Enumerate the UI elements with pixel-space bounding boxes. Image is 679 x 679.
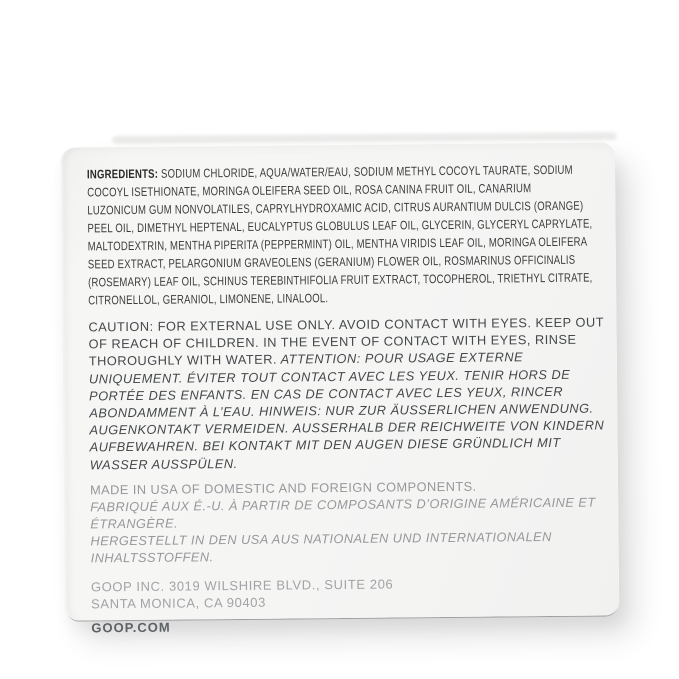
website-url: GOOP.COM (91, 619, 171, 636)
company-address (91, 573, 593, 613)
caution-french: ATTENTION: POUR USAGE EXTERNE UNIQUEMENT. ÉVITER TOUT CONTACT AVEC LES YEUX. TENIR HORS DE PORTÉE DES ENFANTS. EN CAS DE CONTACT AVEC LES YEUX, RINCER ABONDAMMENT À L’EAU. (88, 349, 571, 421)
product-box-back-panel (61, 142, 620, 636)
caution-german: HINWEIS: NUR ZUR ÄUSSERLICHEN ANWENDUNG. AUGENKONTAKT VERMEIDEN. AUSSERHALB DER REICHWEITE VON KINDERN AUFBEWAHREN. BEI KONTAKT MIT DEN AUGEN DIESE GRÜNDLICH MIT WASSER AUSSPÜLEN. (89, 400, 605, 473)
ingredients-heading: INGREDIENTS: (86, 166, 159, 182)
address-line-2: SANTA MONICA, CA 90403 (91, 595, 267, 612)
ingredients-paragraph (87, 161, 594, 310)
origin-paragraph (90, 476, 607, 566)
origin-french: FABRIQUÉ AUX É.-U. À PARTIR DE COMPOSANTS D’ORIGINE AMÉRICAINE ET ÉTRANGÈRE. (90, 494, 596, 532)
caution-english: CAUTION: FOR EXTERNAL USE ONLY. AVOID CONTACT WITH EYES. KEEP OUT OF REACH OF CHILDREN. IN THE EVENT OF CONTACT WITH EYES, RINSE THOROUGHLY WITH WATER. (88, 314, 604, 369)
caution-paragraph (88, 313, 605, 473)
origin-german: HERGESTELLT IN DEN USA AUS NATIONALEN UND INTERNATIONALEN INHALTSSTOFFEN. (90, 528, 552, 566)
ingredients-list: SODIUM CHLORIDE, AQUA/WATER/EAU, SODIUM METHYL COCOYL TAURATE, SODIUM COCOYL ISETHIONATE, MORINGA OLEIFERA SEED OIL, ROSA CANINA FRUIT OIL, CANARIUM LUZONICUM GUM NONVOLATILES, CAPRYLHYDROXAMIC ACID, CITRUS AURANTIUM DULCIS (ORANGE) PEEL OIL, DIMETHYL HEPTENAL, EUCALYPTUS GLOBULUS LEAF OIL, GLYCERIN, GLYCERYL CAPRYLATE, MALTODEXTRIN, MENTHA PIPERITA (PEPPERMINT) OIL, MENTHA VIRIDIS LEAF OIL, MORINGA OLEIFERA SEED EXTRACT, PELARGONIUM GRAVEOLENS (GERANIUM) FLOWER OIL, ROSMARINUS OFFICINALIS (ROSEMARY) LEAF OIL, SCHINUS TEREBINTHIFOLIA FRUIT EXTRACT, TOCOPHEROL, TRIETHYL CITRATE, CITRONELLOL, GERANIOL, LIMONENE, LINALOOL. (87, 162, 593, 308)
origin-english: MADE IN USA OF DOMESTIC AND FOREIGN COMPONENTS. (89, 478, 477, 498)
address-line-1: GOOP INC. 3019 WILSHIRE BLVD., SUITE 206 (90, 576, 394, 595)
